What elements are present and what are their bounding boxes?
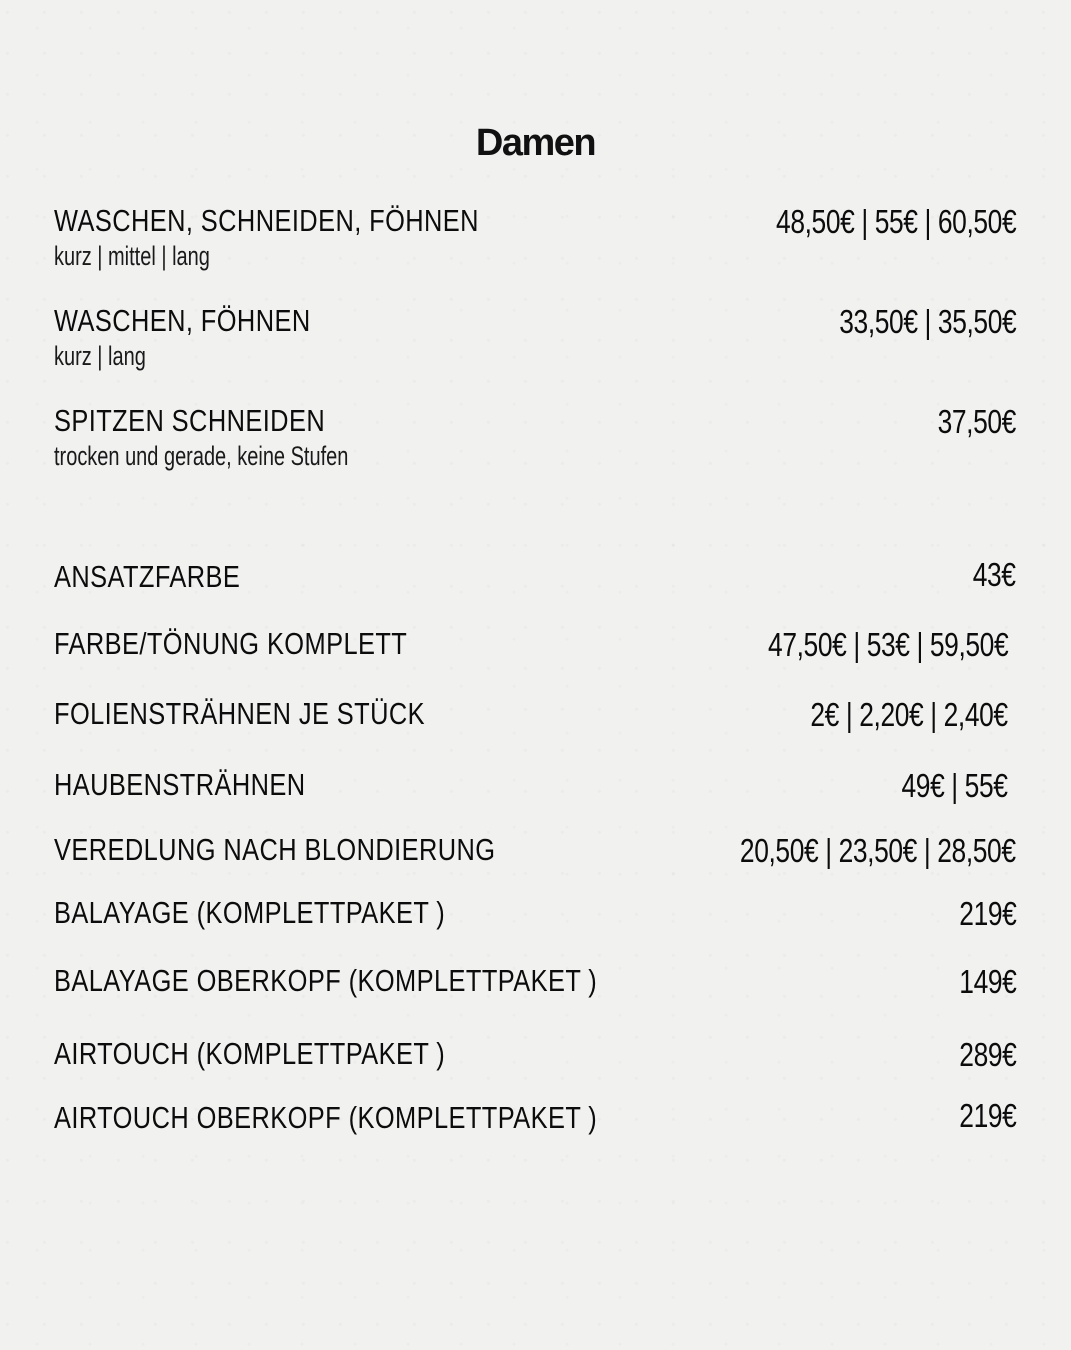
- service-name: SPITZEN SCHNEIDEN: [54, 403, 326, 438]
- service-price: 219€: [958, 895, 1016, 932]
- service-row: [54, 403, 1016, 471]
- service-price: 2€ | 2,20€ | 2,40€: [810, 696, 1008, 733]
- service-name: FOLIENSTRÄHNEN JE STÜCK: [54, 696, 426, 731]
- service-subtitle: trocken und gerade, keine Stufen: [54, 441, 349, 471]
- service-name: AIRTOUCH (KOMPLETTPAKET ): [54, 1036, 446, 1071]
- service-name: WASCHEN, SCHNEIDEN, FÖHNEN: [54, 203, 479, 238]
- service-row: [54, 626, 1016, 666]
- service-row: [54, 556, 1016, 599]
- service-price: 219€: [958, 1097, 1016, 1134]
- service-row: [54, 696, 1016, 736]
- service-subtitle: kurz | lang: [54, 341, 146, 371]
- service-name: AIRTOUCH OBERKOPF (KOMPLETTPAKET ): [54, 1100, 598, 1135]
- service-row: [54, 832, 1016, 872]
- service-row: [54, 1036, 1016, 1076]
- page-title: Damen: [475, 122, 596, 164]
- service-price: 149€: [958, 963, 1016, 1000]
- service-price: 48,50€ | 55€ | 60,50€: [775, 203, 1016, 240]
- service-price: 289€: [958, 1036, 1016, 1073]
- service-row: [54, 895, 1016, 935]
- service-price: 20,50€ | 23,50€ | 28,50€: [740, 832, 1016, 869]
- service-price: 37,50€: [937, 403, 1016, 440]
- service-price: 33,50€ | 35,50€: [838, 303, 1016, 340]
- service-name: VEREDLUNG NACH BLONDIERUNG: [54, 832, 496, 867]
- service-row: [54, 1097, 1016, 1140]
- service-price: 43€: [973, 556, 1016, 593]
- service-name: WASCHEN, FÖHNEN: [54, 303, 311, 338]
- service-name: ANSATZFARBE: [54, 559, 241, 594]
- service-name: BALAYAGE OBERKOPF (KOMPLETTPAKET ): [54, 963, 598, 998]
- service-name: HAUBENSTRÄHNEN: [54, 767, 306, 802]
- service-row: [54, 963, 1016, 1003]
- service-name: FARBE/TÖNUNG KOMPLETT: [54, 626, 408, 661]
- service-row: [54, 303, 1016, 371]
- service-subtitle: kurz | mittel | lang: [54, 241, 210, 271]
- service-row: [54, 203, 1016, 271]
- service-price: 49€ | 55€: [901, 767, 1008, 804]
- service-row: [54, 767, 1016, 807]
- service-price: 47,50€ | 53€ | 59,50€: [767, 626, 1008, 663]
- service-name: BALAYAGE (KOMPLETTPAKET ): [54, 895, 446, 930]
